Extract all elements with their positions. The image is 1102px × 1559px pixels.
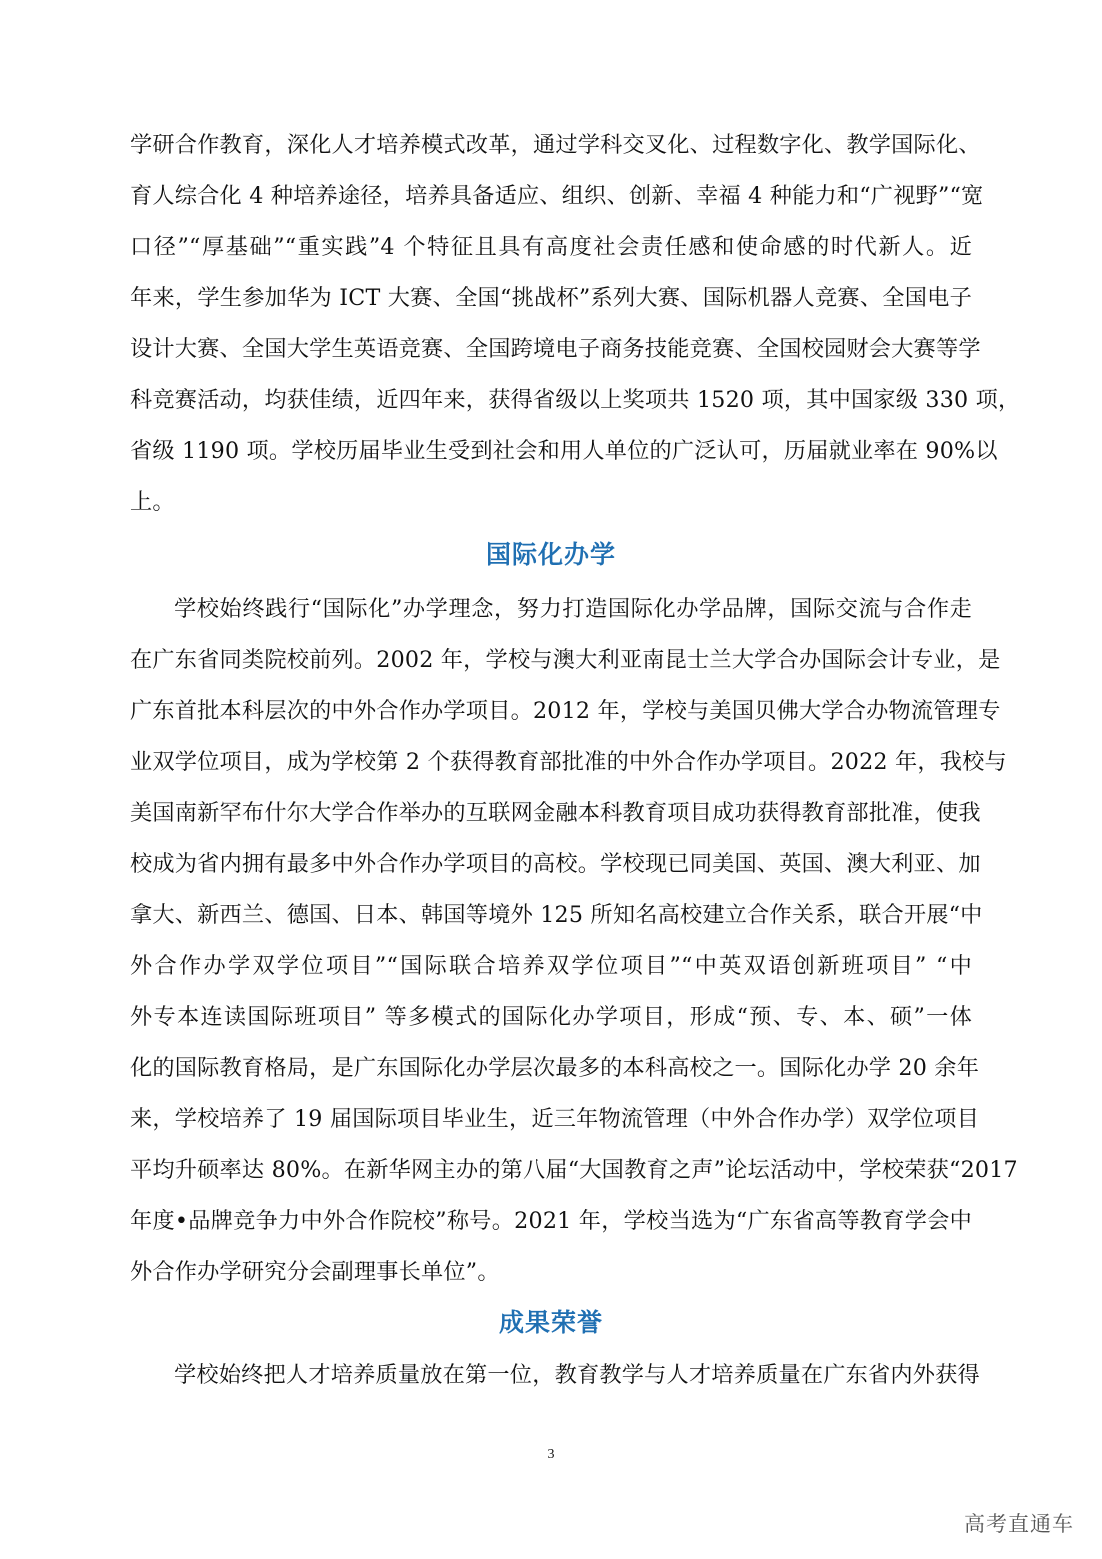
paragraph-line: 省级 1190 项。学校历届毕业生受到社会和用人单位的广泛认可，历届就业率在 90%以 (130, 438, 998, 464)
paragraph-line: 外专本连读国际班项目” 等多模式的国际化办学项目，形成“预、专、本、硕”一体 (130, 1004, 972, 1030)
paragraph-line: 设计大赛、全国大学生英语竞赛、全国跨境电子商务技能竞赛、全国校园财会大赛等学 (130, 336, 981, 362)
section-heading-honors: 成果荣誉 (498, 1308, 603, 1337)
page-number: 3 (547, 1447, 555, 1462)
paragraph-line: 口径”“厚基础”“重实践”4 个特征且具有高度社会责任感和使命感的时代新人。近 (130, 234, 972, 260)
watermark-text: 高考直通车 (964, 1512, 1074, 1536)
paragraph-line: 美国南新罕布什尔大学合作举办的互联网金融本科教育项目成功获得教育部批准，使我 (130, 800, 981, 826)
paragraph-line: 科竞赛活动，均获佳绩，近四年来，获得省级以上奖项共 1520 项，其中国家级 330 项， (130, 387, 1021, 413)
paragraph-line: 学校始终把人才培养质量放在第一位，教育教学与人才培养质量在广东省内外获得 (174, 1362, 980, 1388)
paragraph-line: 校成为省内拥有最多中外合作办学项目的高校。学校现已同美国、英国、澳大利亚、加 (130, 851, 981, 877)
paragraph-line: 学校始终践行“国际化”办学理念，努力打造国际化办学品牌，国际交流与合作走 (174, 596, 972, 622)
paragraph-line: 年度•品牌竞争力中外合作院校”称号。2021 年，学校当选为“广东省高等教育学会中 (130, 1208, 972, 1234)
paragraph-line: 化的国际教育格局，是广东国际化办学层次最多的本科高校之一。国际化办学 20 余年 (130, 1055, 980, 1081)
section-heading-international: 国际化办学 (485, 540, 616, 569)
paragraph-line: 业双学位项目，成为学校第 2 个获得教育部批准的中外合作办学项目。2022 年，我校与 (130, 749, 1007, 775)
paragraph-line: 平均升硕率达 80%。在新华网主办的第八届“大国教育之声”论坛活动中，学校荣获“2017 (130, 1157, 1018, 1183)
paragraph-line: 外合作办学双学位项目”“国际联合培养双学位项目”“中英双语创新班项目” “中 (130, 953, 972, 979)
paragraph-line: 广东首批本科层次的中外合作办学项目。2012 年，学校与美国贝佛大学合办物流管理专 (130, 698, 1001, 724)
paragraph-line: 上。 (130, 489, 175, 515)
paragraph-line: 拿大、新西兰、德国、日本、韩国等境外 125 所知名高校建立合作关系，联合开展“中 (130, 902, 983, 928)
paragraph-line: 育人综合化 4 种培养途径，培养具备适应、组织、创新、幸福 4 种能力和“广视野”“宽 (130, 183, 984, 209)
paragraph-line: 外合作办学研究分会副理事长单位”。 (130, 1259, 500, 1285)
paragraph-line: 来，学校培养了 19 届国际项目毕业生，近三年物流管理（中外合作办学）双学位项目 (130, 1106, 980, 1132)
paragraph-line: 学研合作教育，深化人才培养模式改革，通过学科交叉化、过程数字化、教学国际化、 (130, 132, 981, 158)
paragraph-line: 在广东省同类院校前列。2002 年，学校与澳大利亚南昆士兰大学合办国际会计专业，是 (130, 647, 1001, 673)
paragraph-line: 年来，学生参加华为 ICT 大赛、全国“挑战杯”系列大赛、国际机器人竞赛、全国电子 (130, 285, 972, 311)
